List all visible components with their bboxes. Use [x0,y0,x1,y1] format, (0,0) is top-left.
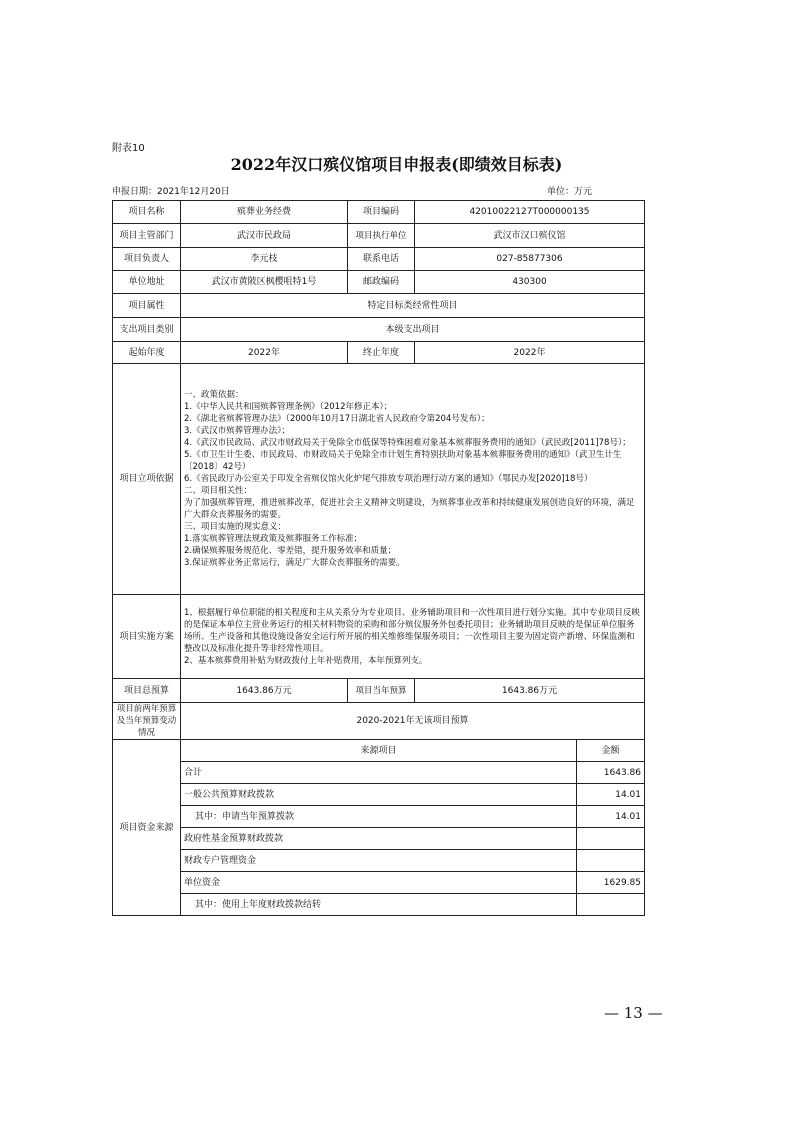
appendix-label: 附表10 [112,143,145,154]
project-code-label: 项目编码 [348,201,415,224]
row-leader [113,248,645,271]
basis-line: 1.《中华人民共和国殡葬管理条例》（2012年修正本）； [184,402,393,412]
basis-line: 6.《省民政厅办公室关于印发全省殡仪馆火化炉尾气排放专项治理行动方案的通知》（鄂民办发[2020]18号） [184,474,593,484]
funding-amount: 1629.85 [577,872,645,894]
row-category [113,318,645,342]
funding-source: 其中：使用上年度财政拨款结转 [181,894,577,916]
application-table [112,200,645,916]
funding-row [113,784,645,806]
address-label: 单位地址 [113,271,181,294]
row-budget [113,679,645,703]
funding-amount [577,850,645,872]
funding-row [113,828,645,850]
row-years [113,342,645,364]
funding-amount: 14.01 [577,806,645,828]
plan-line: 1、根据履行单位职能的相关程度和主从关系分为专业项目、业务辅助项目和一次性项目进行划分实施。其中专业项目反映的是保证本单位主营业务运行的相关材料物资的采购和部分殡仪服务外包委托项目；业务辅助项目反映的是保证单位服务场所、生产设备和其他设施设备安全运行所开展的相关维修维保服务项目；一次性项目主要为固定资产新增、环保监测和整改以及标准化提升等非经常性项目。 [184,607,640,654]
funding-row [113,850,645,872]
row-prev-budget [113,703,645,740]
funding-row [113,762,645,784]
row-attribute [113,294,645,318]
end-year-label: 终止年度 [348,342,415,364]
postcode-label: 邮政编码 [348,271,415,294]
row-dept [113,224,645,248]
row-basis [113,364,645,595]
year-budget-value: 1643.86万元 [415,679,645,703]
address-value: 武汉市黄陂区枫樱咀特1号 [181,271,348,294]
basis-label: 项目立项依据 [113,364,181,595]
plan-content [181,595,645,679]
basis-line: 一、政策依据： [184,390,244,400]
attribute-value: 特定目标类经常性项目 [181,294,645,318]
funding-amount [577,828,645,850]
funding-amount-header: 金额 [577,740,645,762]
funding-amount: 14.01 [577,784,645,806]
exec-unit-value: 武汉市汉口殡仪馆 [415,224,645,248]
phone-label: 联系电话 [348,248,415,271]
funding-label: 项目资金来源 [113,740,181,916]
leader-label: 项目负责人 [113,248,181,271]
row-address [113,271,645,294]
funding-amount: 1643.86 [577,762,645,784]
phone-value: 027-85877306 [415,248,645,271]
row-plan [113,595,645,679]
funding-source: 一般公共预算财政拨款 [181,784,577,806]
prev-budget-label: 项目前两年预算及当年预算变动情况 [113,703,181,740]
basis-line: 4.《武汉市民政局、武汉市财政局关于免除全市低保等特殊困难对象基本殡葬服务费用的通知》（武民政[2011]78号）； [184,438,631,448]
start-year-label: 起始年度 [113,342,181,364]
funding-source: 合计 [181,762,577,784]
prev-budget-value: 2020-2021年无该项目预算 [181,703,645,740]
start-year-value: 2022年 [181,342,348,364]
funding-source: 其中：申请当年预算拨款 [181,806,577,828]
project-name-label: 项目名称 [113,201,181,224]
attribute-label: 项目属性 [113,294,181,318]
category-value: 本级支出项目 [181,318,645,342]
leader-value: 李元枝 [181,248,348,271]
plan-line: 2、基本殡葬费用补贴为财政拨付上年补贴费用，本年预算列支。 [184,655,428,666]
year-budget-label: 项目当年预算 [348,679,415,703]
exec-unit-label: 项目执行单位 [348,224,415,248]
funding-row [113,806,645,828]
basis-content [181,364,645,595]
page-number: — 13 — [604,1004,663,1022]
category-label: 支出项目类别 [113,318,181,342]
report-date: 申报日期：2021年12月20日 [112,187,230,197]
funding-source: 财政专户管理资金 [181,850,577,872]
total-budget-label: 项目总预算 [113,679,181,703]
row-project-name [113,201,645,224]
basis-line: 3.保证殡葬业务正常运行，满足广大群众丧葬服务的需要。 [184,558,405,568]
project-name-value: 殡葬业务经费 [181,201,348,224]
basis-line: 2.《湖北省殡葬管理办法》（2000年10月17日湖北省人民政府令第204号发布）； [184,414,490,424]
funding-source: 政府性基金预算财政拨款 [181,828,577,850]
project-code-value: 42010022127T000000135 [415,201,645,224]
funding-amount [577,894,645,916]
dept-label: 项目主管部门 [113,224,181,248]
basis-line: 二、项目相关性： [184,486,253,496]
unit-label: 单位：万元 [547,187,593,197]
basis-line: 三、项目实施的现实意义： [184,522,287,532]
postcode-value: 430300 [415,271,645,294]
basis-line: 3.《武汉市殡葬管理办法》； [184,426,290,436]
basis-line: 为了加强殡葬管理，推进殡葬改革，促进社会主义精神文明建设，为殡葬事业改革和持续健康发展创造良好的环境，满足广大群众丧葬服务的需要。 [184,498,635,520]
funding-source: 单位资金 [181,872,577,894]
funding-row [113,872,645,894]
funding-row [113,894,645,916]
funding-source-header: 来源项目 [181,740,577,762]
dept-value: 武汉市民政局 [181,224,348,248]
funding-header-row [113,740,645,762]
total-budget-value: 1643.86万元 [181,679,348,703]
basis-line: 5.《市卫生计生委、市民政局、市财政局关于免除全市计划生育特别扶助对象基本殡葬服务费用的通知》（武卫生计生〔2018〕42号） [184,450,622,472]
basis-line: 1.落实殡葬管理法规政策及殡葬服务工作标准； [184,534,363,544]
plan-label: 项目实施方案 [113,595,181,679]
basis-line: 2.确保殡葬服务规范化、零差错，提升服务效率和质量； [184,546,397,556]
page-title: 2022年汉口殡仪馆项目申报表(即绩效目标表) [230,155,563,174]
end-year-value: 2022年 [415,342,645,364]
